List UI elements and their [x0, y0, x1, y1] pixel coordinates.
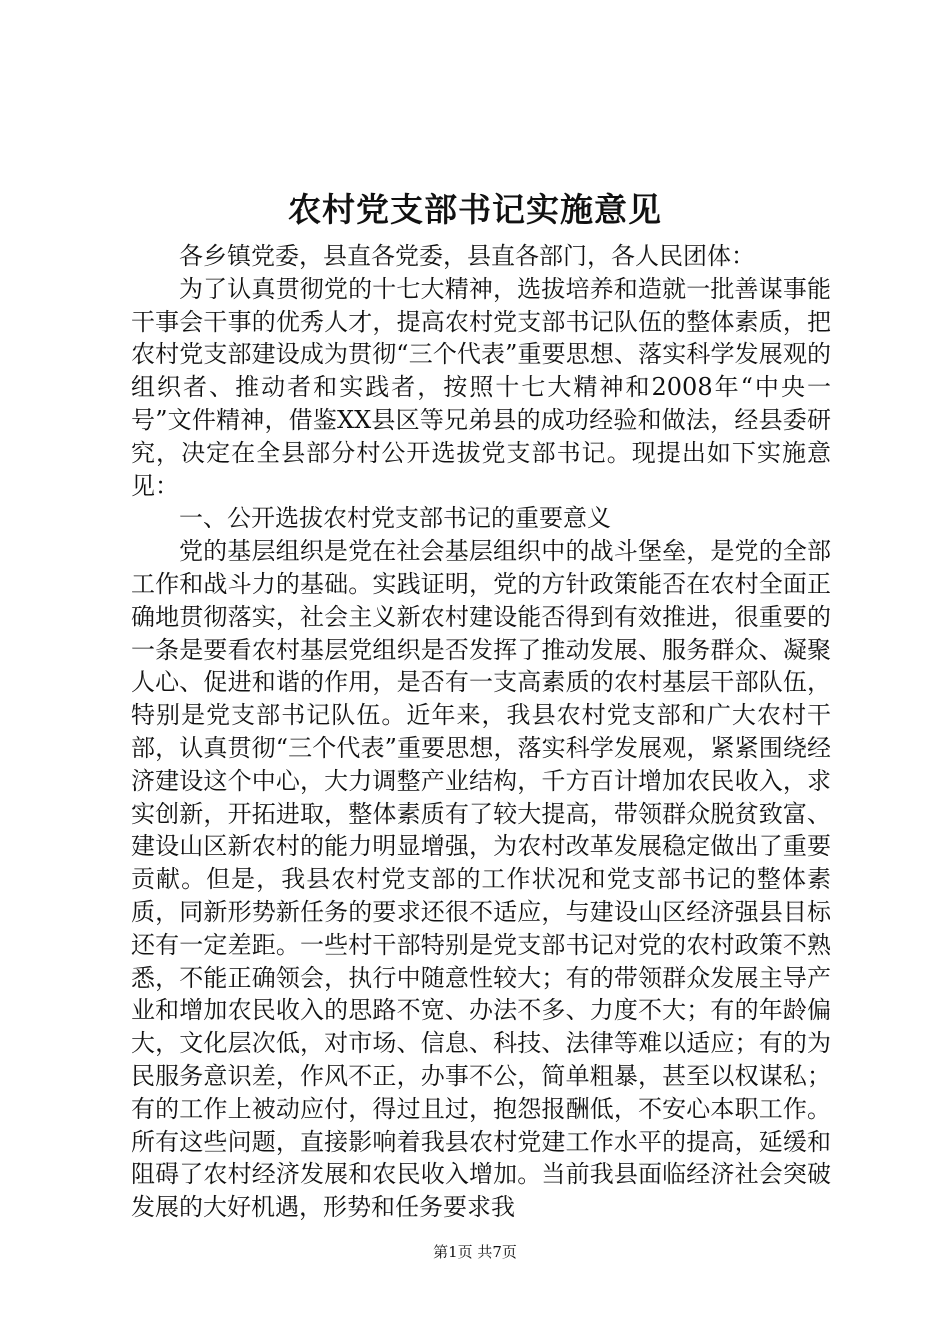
page-footer: 第1页 共7页: [433, 1243, 517, 1261]
intro-paragraph: 为了认真贯彻党的十七大精神，选拔培养和造就一批善谋事能干事会干事的优秀人才，提高农村党支部书记队伍的整体素质，把农村党支部建设成为贯彻“三个代表”重要思想、落实科学发展观的组织者、推动者和实践者，按照十七大精神和2008年“中央一号”文件精神，借鉴XX县区等兄弟县的成功经验和做法，经县委研究，决定在全县部分村公开选拔党支部书记。现提出如下实施意见：: [131, 274, 831, 500]
document-title: 农村党支部书记实施意见: [288, 190, 662, 229]
salutation-paragraph: 各乡镇党委，县直各党委，县直各部门，各人民团体：: [179, 242, 755, 270]
section-heading: 一、公开选拔农村党支部书记的重要意义: [179, 504, 611, 533]
document-body: [131, 240, 831, 1224]
body-paragraph: 党的基层组织是党在社会基层组织中的战斗堡垒，是党的全部工作和战斗力的基础。实践证明，党的方针政策能否在农村全面正确地贯彻落实，社会主义新农村建设能否得到有效推进，很重要的一条是要看农村基层党组织是否发挥了推动发展、服务群众、凝聚人心、促进和谐的作用，是否有一支高素质的农村基层干部队伍，特别是党支部书记队伍。近年来，我县农村党支部和广大农村干部，认真贯彻“三个代表”重要思想，落实科学发展观，紧紧围绕经济建设这个中心，大力调整产业结构，千方百计增加农民收入，求实创新，开拓进取，整体素质有了较大提高，带领群众脱贫致富、建设山区新农村的能力明显增强，为农村改革发展稳定做出了重要贡献。但是，我县农村党支部的工作状况和党支部书记的整体素质，同新形势新任务的要求还很不适应，与建设山区经济强县目标还有一定差距。一些村干部特别是党支部书记对党的农村政策不熟悉，不能正确领会，执行中随意性较大；有的带领群众发展主导产业和增加农民收入的思路不宽、办法不多、力度不大；有的年龄偏大，文化层次低，对市场、信息、科技、法律等难以适应；有的为民服务意识差，作风不正，办事不公，简单粗暴，甚至以权谋私；有的工作上被动应付，得过且过，抱怨报酬低，不安心本职工作。所有这些问题，直接影响着我县农村党建工作水平的提高，延缓和阻碍了农村经济发展和农民收入增加。当前我县面临经济社会突破发展的大好机遇，形势和任务要求我: [131, 537, 831, 1222]
